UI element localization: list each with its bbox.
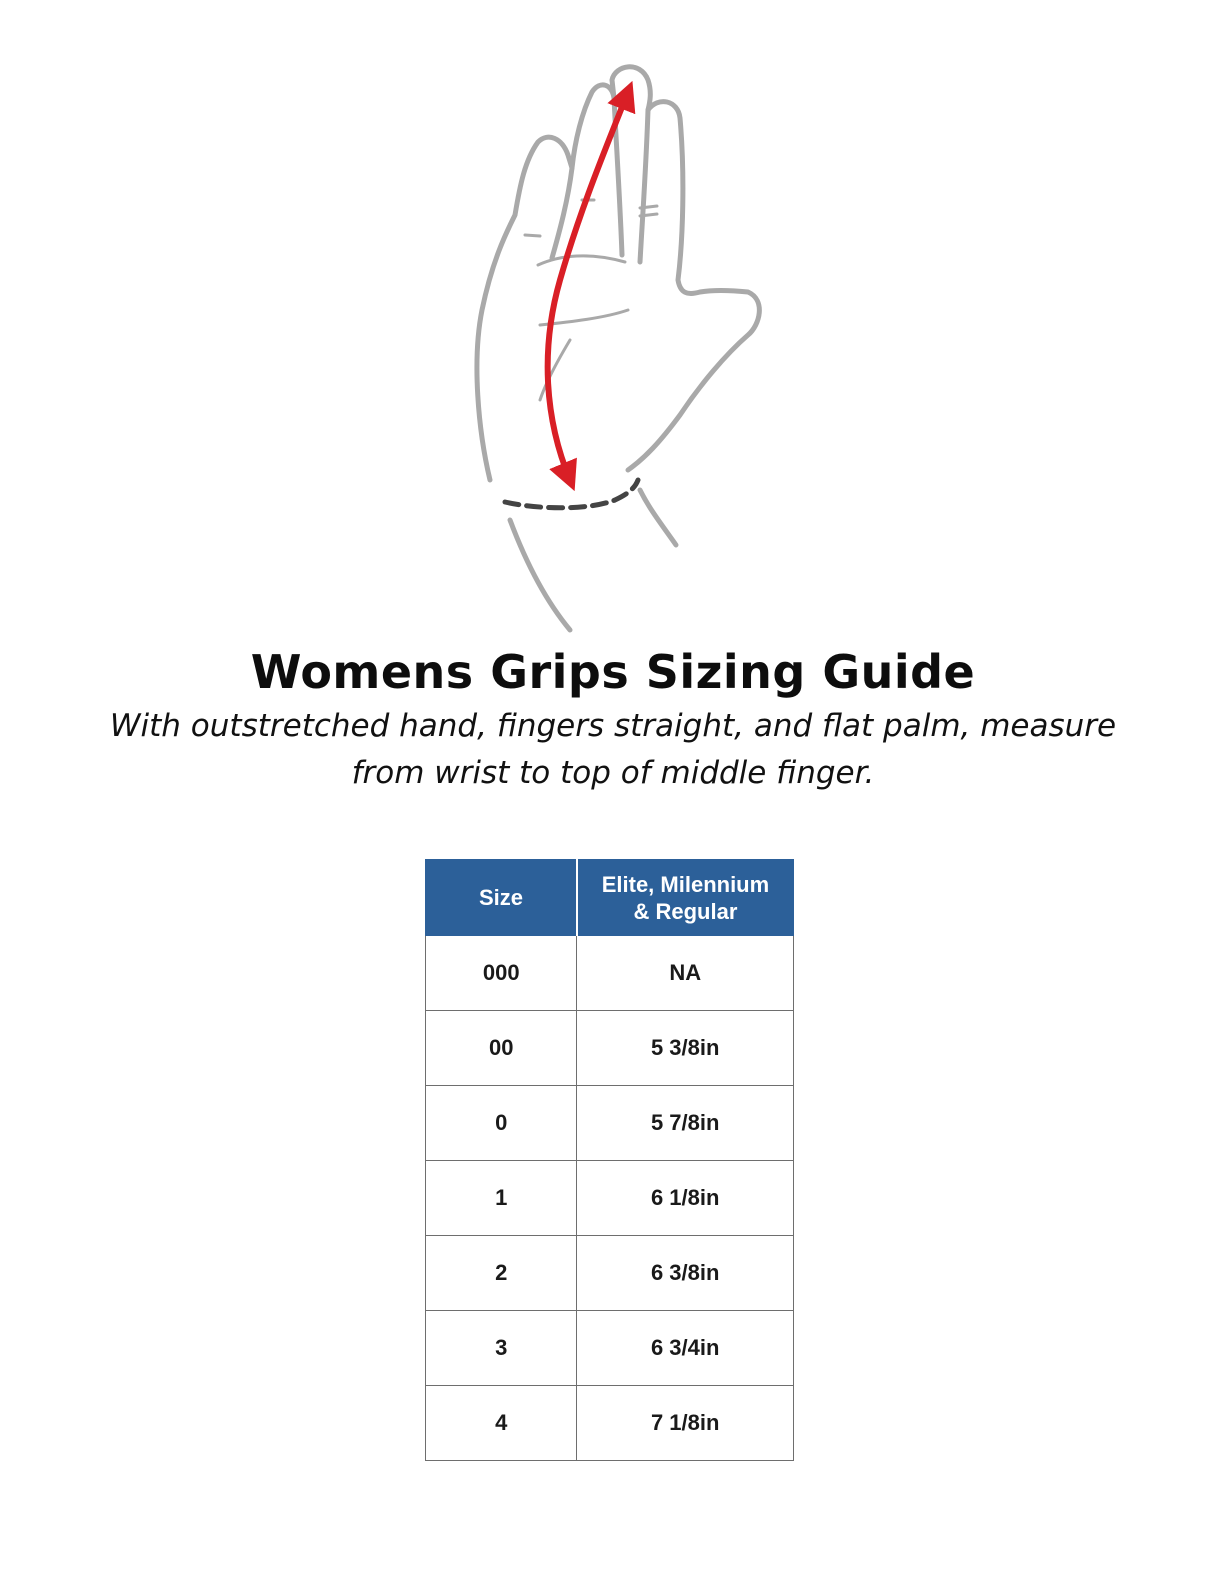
size-cell: 1 xyxy=(426,1161,577,1236)
size-cell: 2 xyxy=(426,1236,577,1311)
hand-outline xyxy=(477,67,759,630)
size-chart-table xyxy=(425,859,794,1461)
size-cell: 00 xyxy=(426,1011,577,1086)
size-cell: 0 xyxy=(426,1086,577,1161)
header-length-line-1: Elite, Milennium xyxy=(601,871,770,897)
table-row xyxy=(426,936,794,1011)
instructions-line-2: from wrist to top of middle finger. xyxy=(351,755,875,791)
hand-measurement-illustration xyxy=(440,50,780,640)
measurement-instructions xyxy=(100,703,1126,797)
table-row xyxy=(426,1236,794,1311)
page-title: Womens Grips Sizing Guide xyxy=(250,645,976,699)
wrist-measure-line xyxy=(505,480,638,508)
header-size: Size xyxy=(426,860,577,936)
length-cell: 7 1/8in xyxy=(577,1386,794,1461)
table-header-row xyxy=(426,860,794,936)
size-cell: 3 xyxy=(426,1311,577,1386)
size-cell: 4 xyxy=(426,1386,577,1461)
table-row xyxy=(426,1161,794,1236)
length-cell: 6 3/4in xyxy=(577,1311,794,1386)
header-length xyxy=(577,860,794,936)
instructions-line-1: With outstretched hand, fingers straight, and flat palm, measure xyxy=(109,708,1117,744)
length-cell: 5 3/8in xyxy=(577,1011,794,1086)
table-row xyxy=(426,1386,794,1461)
length-cell: 5 7/8in xyxy=(577,1086,794,1161)
length-cell: 6 3/8in xyxy=(577,1236,794,1311)
table-row xyxy=(426,1311,794,1386)
table-row xyxy=(426,1011,794,1086)
length-cell: 6 1/8in xyxy=(577,1161,794,1236)
table-row xyxy=(426,1086,794,1161)
length-cell: NA xyxy=(577,936,794,1011)
header-length-line-2: & Regular xyxy=(633,898,738,924)
size-cell: 000 xyxy=(426,936,577,1011)
